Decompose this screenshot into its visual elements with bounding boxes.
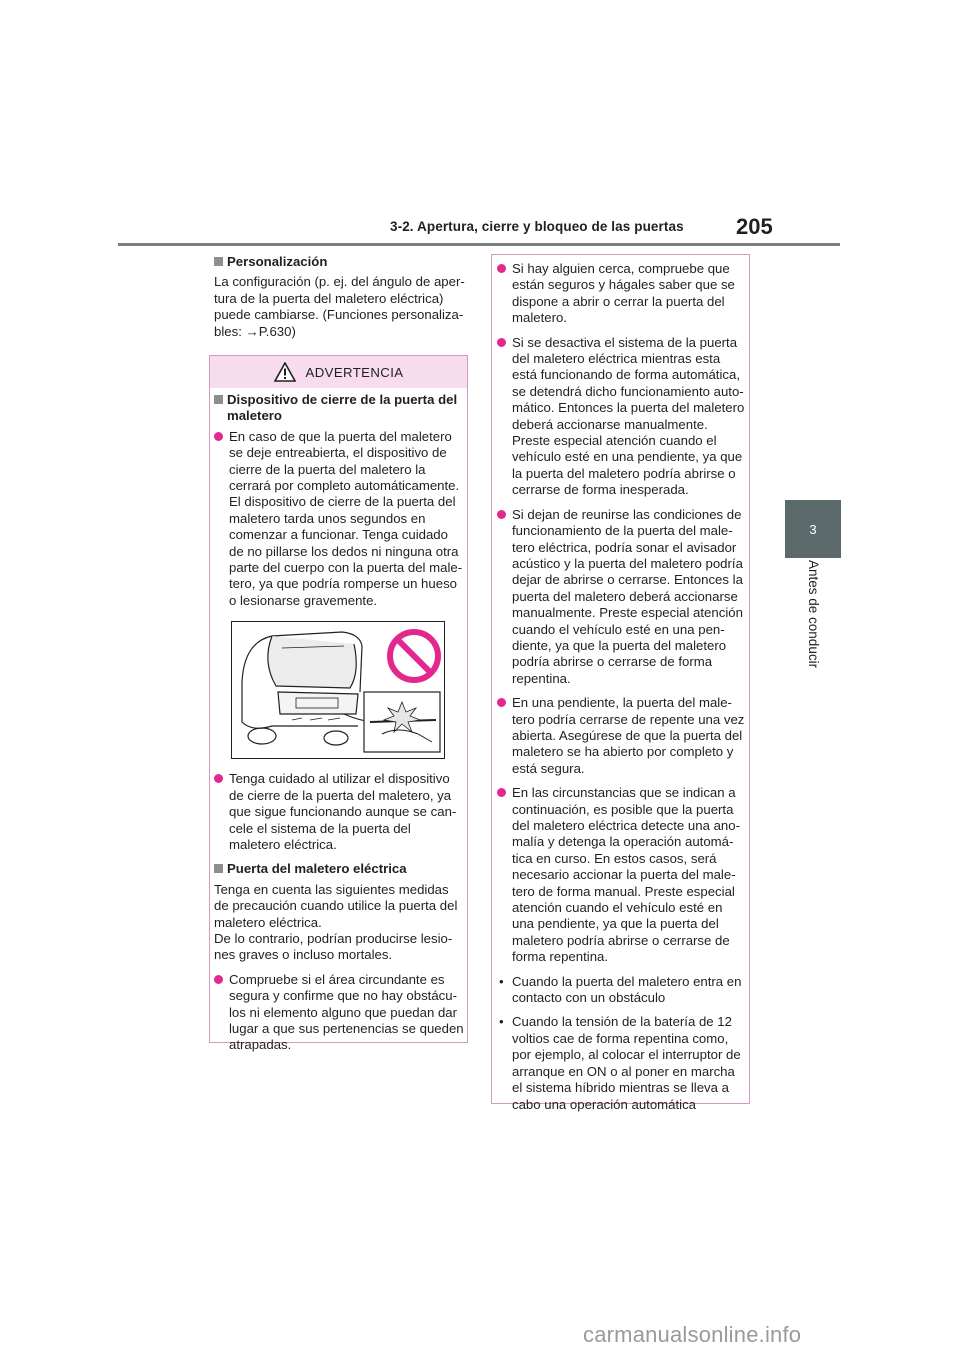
square-bullet-icon	[214, 257, 223, 266]
list-item: Compruebe si el área circundante es segura y confirme que no hay obstácu-los ni elemento alguno que puedan dar lugar a que sus pertenencias se queden atrapadas.	[214, 972, 464, 1054]
chapter-number: 3	[809, 521, 817, 537]
list-item: En caso de que la puerta del maletero se deje entreabierta, el dispositivo de cierre de la puerta del maletero la cerrará por completo automáticamente. El dispositivo de cierre de la puerta del maletero tarda unos segundos en comenzar a funcionar. Tenga cuidado de no pillarse los dedos ni ninguna otra parte del cuerpo con la puerta del male-tero, ya que podría romperse un hueso o lesionarse gravemente.	[214, 429, 464, 609]
warning-continuation-body	[497, 261, 745, 1121]
watermark: carmanualsonline.info	[583, 1322, 802, 1347]
header-divider	[118, 243, 840, 246]
bullet-dot-icon	[497, 788, 506, 797]
warning-box	[209, 355, 468, 1053]
square-bullet-icon	[214, 395, 223, 404]
bullet-mark-icon: •	[499, 1014, 504, 1030]
page-number: 205	[736, 214, 773, 239]
personalization-heading: Personalización	[214, 254, 466, 270]
list-item: Si dejan de reunirse las condiciones de funcionamiento de la puerta del male-tero eléctrica, podría sonar el avisador acústico y la puerta del maletero podría dejar de abrirse o cerrarse. Entonces la puerta del maletero deberá accionarse manualmente. Preste especial atención cuando el vehículo esté en una pen-diente, ya que la puerta del maletero podría abrirse o cerrarse de forma repentina.	[497, 507, 745, 687]
personalization-text: La configuración (p. ej. del ángulo de aper-tura de la puerta del maletero eléctrica) puede cambiarse. (Funciones personaliza-bles: →P.630)	[214, 274, 465, 339]
left-column	[214, 254, 466, 348]
warning-heading-closer: Dispositivo de cierre de la puerta del maletero	[214, 392, 464, 425]
tailgate-closer-illustration	[231, 621, 445, 759]
sub-list-item: • Cuando la puerta del maletero entra en contacto con un obstáculo	[499, 973, 742, 1006]
warning-heading-power-door: Puerta del maletero eléctrica	[214, 861, 464, 877]
chapter-label	[785, 560, 841, 690]
list-item: En las circunstancias que se indican a continuación, es posible que la puerta del maletero eléctrica detecte una ano-malía y detenga la operación automá-tica en curso. En estos casos, será necesario accionar la puerta del male-tero de forma manual. Preste especial atención cuando el vehículo esté en una pendiente, ya que la puerta del maletero podría abrirse o cerrarse de forma repentina.	[497, 785, 745, 965]
warning-body	[214, 392, 464, 1062]
square-bullet-icon	[214, 864, 223, 873]
warning-title: ADVERTENCIA	[305, 364, 404, 380]
sub-list-item: • Cuando la tensión de la batería de 12 voltios cae de forma repentina como, por ejemplo, al colocar el interruptor de arranque en ON o al poner en marcha el sistema híbrido mientras se lleva a cabo una operación automática	[499, 1014, 741, 1112]
list-item: Tenga cuidado al utilizar el dispositivo de cierre de la puerta del maletero, ya que sigue funcionando aunque se can-cele el sistema de la puerta del maletero eléctrica.	[214, 771, 464, 853]
bullet-mark-icon: •	[499, 973, 504, 989]
warning-continuation-box	[491, 254, 750, 1112]
bullet-dot-icon	[214, 432, 223, 441]
chapter-label-text: Antes de conducir	[806, 560, 821, 669]
bullet-dot-icon	[497, 338, 506, 347]
bullet-dot-icon	[497, 510, 506, 519]
list-item: Si se desactiva el sistema de la puerta del maletero eléctrica mientras esta está funcionando de forma automática, se detendrá dicho funcionamiento auto-mático. Entonces la puerta del maletero deberá accionarse manualmente. Preste especial atención cuando el vehículo esté en una pendiente, ya que la puerta del maletero podría abrirse o cerrarse de forma inesperada.	[497, 335, 745, 499]
chapter-tab[interactable]	[785, 500, 841, 558]
vehicle-rear-icon	[232, 622, 444, 758]
bullet-dot-icon	[497, 264, 506, 273]
warning-paragraph: Tenga en cuenta las siguientes medidas de precaución cuando utilice la puerta del maletero eléctrica. De lo contrario, podrían producirse lesio-nes graves o incluso mortales.	[214, 881, 458, 963]
bullet-dot-icon	[214, 774, 223, 783]
section-title: 3-2. Apertura, cierre y bloqueo de las puertas	[390, 219, 684, 234]
list-item: Si hay alguien cerca, compruebe que están seguros y hágales saber que se dispone a abrir o cerrar la puerta del maletero.	[497, 261, 745, 327]
warning-triangle-icon	[274, 362, 296, 382]
list-item: En una pendiente, la puerta del male-tero podría cerrarse de repente una vez abierta. Asegúrese de que la puerta del maletero se ha abierto por completo y está segura.	[497, 695, 745, 777]
warning-header	[210, 356, 467, 388]
bullet-dot-icon	[497, 698, 506, 707]
bullet-dot-icon	[214, 975, 223, 984]
